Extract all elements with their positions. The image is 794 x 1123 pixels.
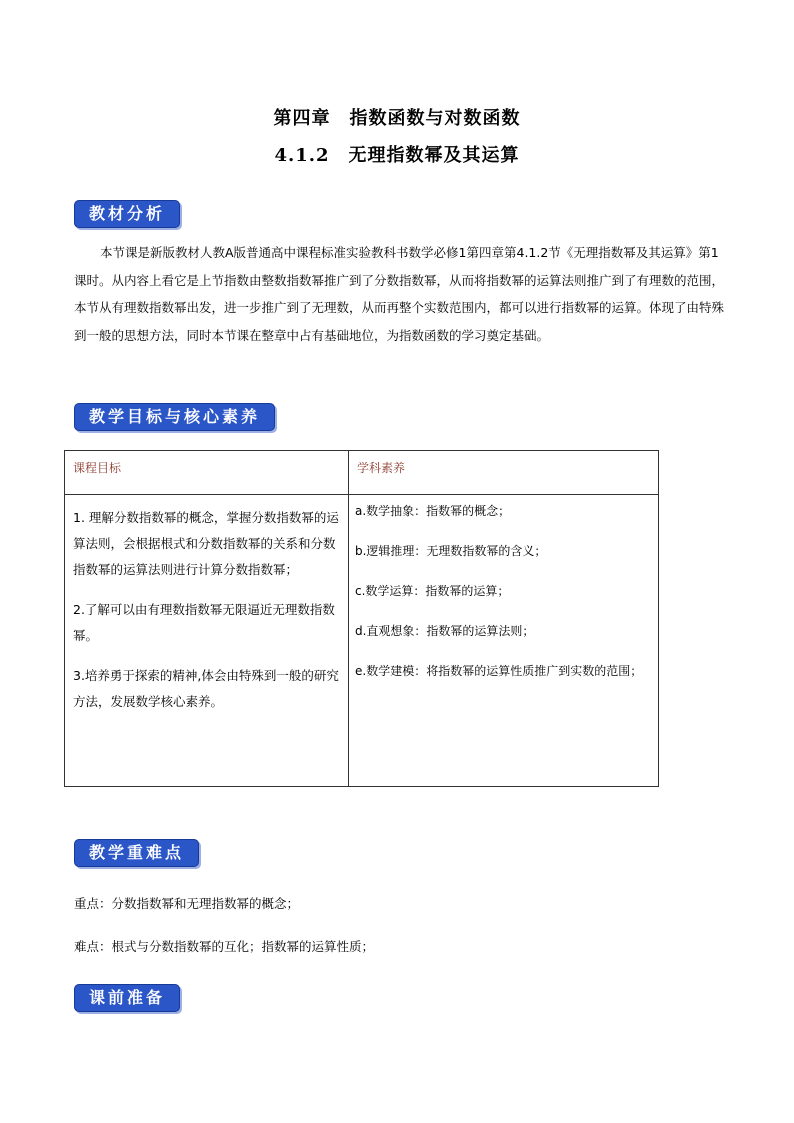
literacy-item: c.数学运算：指数幂的运算； (355, 584, 510, 598)
section-badge-analysis: 教材分析 (74, 200, 180, 228)
header-subject-literacy: 学科素养 (349, 451, 659, 495)
section-badge-keypoints: 教学重难点 (74, 839, 199, 867)
literacy-item: a.数学抽象：指数幂的概念； (355, 504, 511, 518)
section-title: 4.1.2 无理指数幂及其运算 (274, 145, 520, 166)
section-badge-goals: 教学目标与核心素养 (74, 403, 275, 431)
goals-cell (65, 495, 349, 787)
analysis-text: 本节课是新版教材人教A版普通高中课程标准实验教科书数学必修1第四章第4.1.2节《无理指数幂及其运算》第1课时。从内容上看它是上节指数由整数指数幂推广到了分数指数幂，从而将指数幂的运算法则推广到了有理数的范围，本节从有理数指数幂出发，进一步推广到了无理数，从而再整个实数范围内，都可以进行指数幂的运算。体现了由特殊到一般的思想方法，同时本节课在整章中占有基础地位，为指数函数的学习奠定基础。 (74, 245, 725, 343)
literacy-cell (349, 495, 659, 787)
chapter-title: 第四章 指数函数与对数函数 (273, 108, 521, 129)
key-point: 重点：分数指数幂和无理指数幂的概念； (74, 896, 300, 911)
goal-item: 2.了解可以由有理数指数幂无限逼近无理数指数幂。 (73, 602, 335, 643)
literacy-item: d.直观想象：指数幂的运算法则； (355, 624, 535, 638)
section-badge-prep: 课前准备 (74, 984, 180, 1012)
goals-table (64, 450, 659, 787)
goal-item: 3.培养勇于探索的精神,体会由特殊到一般的研究方法，发展数学核心素养。 (73, 668, 339, 709)
header-course-goals: 课程目标 (65, 451, 349, 495)
literacy-item: b.逻辑推理：无理数指数幂的含义； (355, 544, 547, 558)
difficult-point: 难点：根式与分数指数幂的互化；指数幂的运算性质； (74, 939, 375, 954)
goal-item: 1. 理解分数指数幂的概念，掌握分数指数幂的运算法则，会根据根式和分数指数幂的关系和分数指数幂的运算法则进行计算分数指数幂； (73, 510, 339, 577)
literacy-item: e.数学建模：将指数幂的运算性质推广到实数的范围； (355, 664, 643, 678)
analysis-paragraph (74, 239, 724, 349)
